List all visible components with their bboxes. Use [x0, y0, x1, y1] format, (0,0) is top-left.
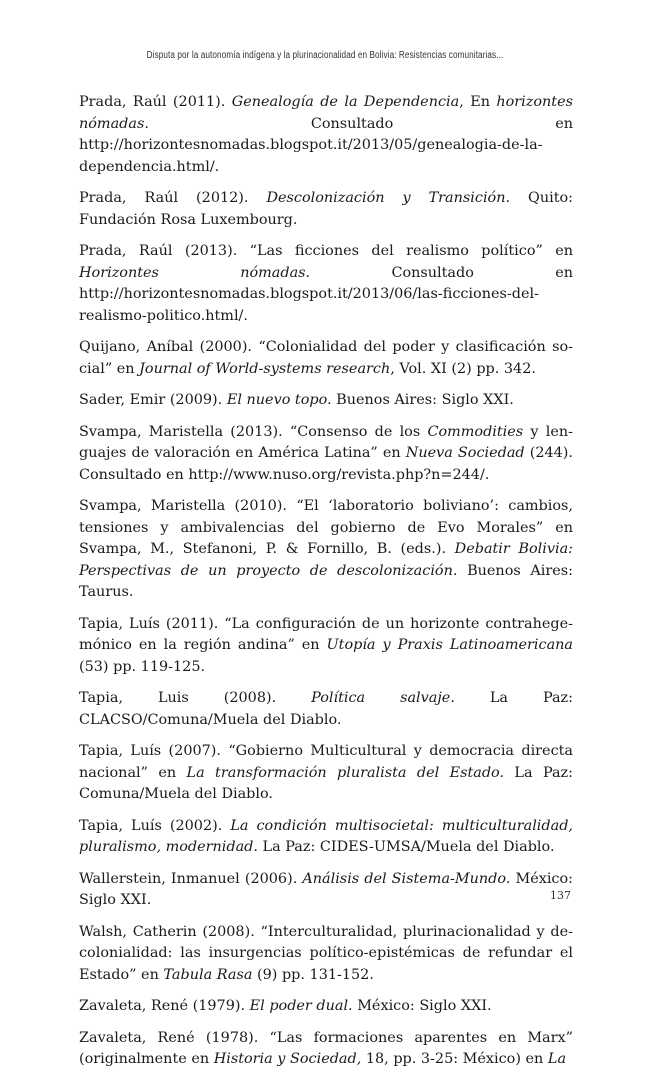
reference-entry	[79, 688, 573, 731]
reference-title-italic: Nueva Sociedad	[405, 445, 525, 461]
reference-entry	[79, 390, 573, 412]
reference-text: Prada, Raúl (2013). “Las ficciones del realismo político” en	[79, 243, 573, 259]
reference-text: Svampa, Maristella (2010). “El ‘laboratorio boliviano’: cambios, tensiones y ambivalencias del gobierno de Evo Morales” en Svampa, M., Stefanoni, P. & Fornillo, B. (eds.).	[79, 498, 573, 557]
reference-text: Prada, Raúl (2011).	[79, 94, 232, 110]
reference-text: Tapia, Luís (2007). “Gobierno Multicultural y democracia directa nacional” en	[79, 743, 573, 781]
reference-title-italic: horizontes nómadas	[79, 94, 573, 132]
reference-entry	[79, 241, 573, 327]
reference-entry	[79, 337, 573, 380]
reference-title-italic: La condición multisocietal: multiculturalidad, pluralismo, modernidad.	[79, 817, 573, 855]
reference-title-italic: Utopía y Praxis Latinoamericana	[326, 637, 573, 653]
page-number: 137	[550, 889, 571, 902]
reference-title-italic: El poder dual.	[249, 998, 353, 1014]
reference-entry	[79, 869, 573, 912]
reference-text: , En	[459, 94, 497, 110]
reference-text: Quijano, Aníbal (2000). “Colonialidad del poder y clasificación social” en	[79, 339, 573, 377]
reference-text: Svampa, Maristella (2013). “Consenso de los	[79, 423, 428, 440]
reference-text: Tapia, Luís (2011). “La configuración de un horizonte contrahegemónico en la región andina” en	[79, 615, 573, 653]
reference-entry	[79, 92, 573, 178]
reference-title-italic: Análisis del Sistema-Mundo.	[302, 870, 511, 887]
reference-text: Buenos Aires: Taurus.	[79, 562, 573, 600]
reference-text: Zavaleta, René (1978). “Las formaciones aparentes en Marx” (originalmente en	[79, 1029, 573, 1067]
reference-text: Walsh, Catherin (2008). “Interculturalidad, plurinacionalidad y decolonialidad: las insurgencias político-epistémicas de refundar el Estado” en	[79, 923, 573, 983]
reference-entry	[79, 816, 573, 859]
reference-text: y lenguajes de valoración en América Latina” en	[79, 423, 573, 461]
reference-title-italic: Historia y Sociedad,	[213, 1051, 362, 1067]
reference-text: (244). Consultado en http://www.nuso.org/revista.php?n=244/.	[79, 445, 573, 483]
reference-text: Sader, Emir (2009).	[79, 392, 227, 408]
reference-title-italic: La	[547, 1051, 567, 1067]
reference-entry	[79, 188, 573, 231]
reference-entry	[79, 422, 573, 487]
reference-text: Buenos Aires: Siglo XXI.	[331, 392, 514, 408]
reference-title-italic: Descolonización y Transición.	[266, 190, 511, 206]
reference-title-italic: La transformación pluralista del Estado.	[186, 764, 505, 781]
reference-entry	[79, 496, 573, 604]
reference-text: La Paz: Comuna/Muela del Diablo.	[79, 764, 573, 802]
reference-list	[79, 92, 573, 1081]
reference-text: . Consultado en http://horizontesnomadas.blogspot.it/2013/05/genealogia-de-la-dependencia.html/.	[79, 115, 573, 175]
reference-entry	[79, 741, 573, 806]
reference-text: La Paz: CLACSO/Comuna/Muela del Diablo.	[79, 690, 573, 728]
reference-text: México: Siglo XXI.	[352, 998, 492, 1014]
reference-text: Consultado en http://horizontesnomadas.blogspot.it/2013/06/las-ficciones-del-realismo-politico.html/.	[79, 264, 573, 324]
reference-entry	[79, 922, 573, 987]
reference-title-italic: Commodities	[427, 423, 524, 440]
reference-entry	[79, 1028, 573, 1071]
reference-text: 18, pp. 3-25: México) en	[361, 1051, 548, 1067]
reference-text: México: Siglo XXI.	[79, 870, 573, 908]
reference-text: Zavaleta, René (1979).	[79, 998, 250, 1014]
reference-title-italic: Debatir Bolivia: Perspectivas de un proyecto de descolonización.	[79, 541, 574, 579]
reference-title-italic: Genealogía de la Dependencia	[231, 94, 460, 110]
reference-text: Quito: Fundación Rosa Luxembourg.	[79, 190, 573, 228]
reference-title-italic: Política salvaje.	[311, 690, 455, 706]
reference-text: , Vol. XI (2) pp. 342.	[390, 360, 536, 377]
reference-text: Wallerstein, Inmanuel (2006).	[79, 870, 303, 887]
reference-title-italic: El nuevo topo.	[226, 392, 332, 408]
reference-text: (9) pp. 131-152.	[252, 966, 374, 983]
reference-entry	[79, 996, 573, 1018]
reference-text: Prada, Raúl (2012).	[79, 190, 267, 206]
reference-title-italic: Horizontes nómadas.	[79, 264, 311, 281]
reference-text: (53) pp. 119-125.	[79, 658, 206, 675]
reference-text: La Paz: CIDES-UMSA/Muela del Diablo.	[257, 839, 555, 855]
reference-text: Tapia, Luis (2008).	[79, 690, 312, 706]
reference-text: Tapia, Luís (2002).	[79, 817, 231, 834]
reference-title-italic: Tabula Rasa	[163, 966, 253, 983]
reference-entry	[79, 614, 573, 679]
running-header: Disputa por la autonomía indígena y la plurinacionalidad en Bolivia: Resistencias comunitarias...	[146, 50, 504, 61]
reference-title-italic: Journal of World-systems research	[139, 360, 391, 377]
